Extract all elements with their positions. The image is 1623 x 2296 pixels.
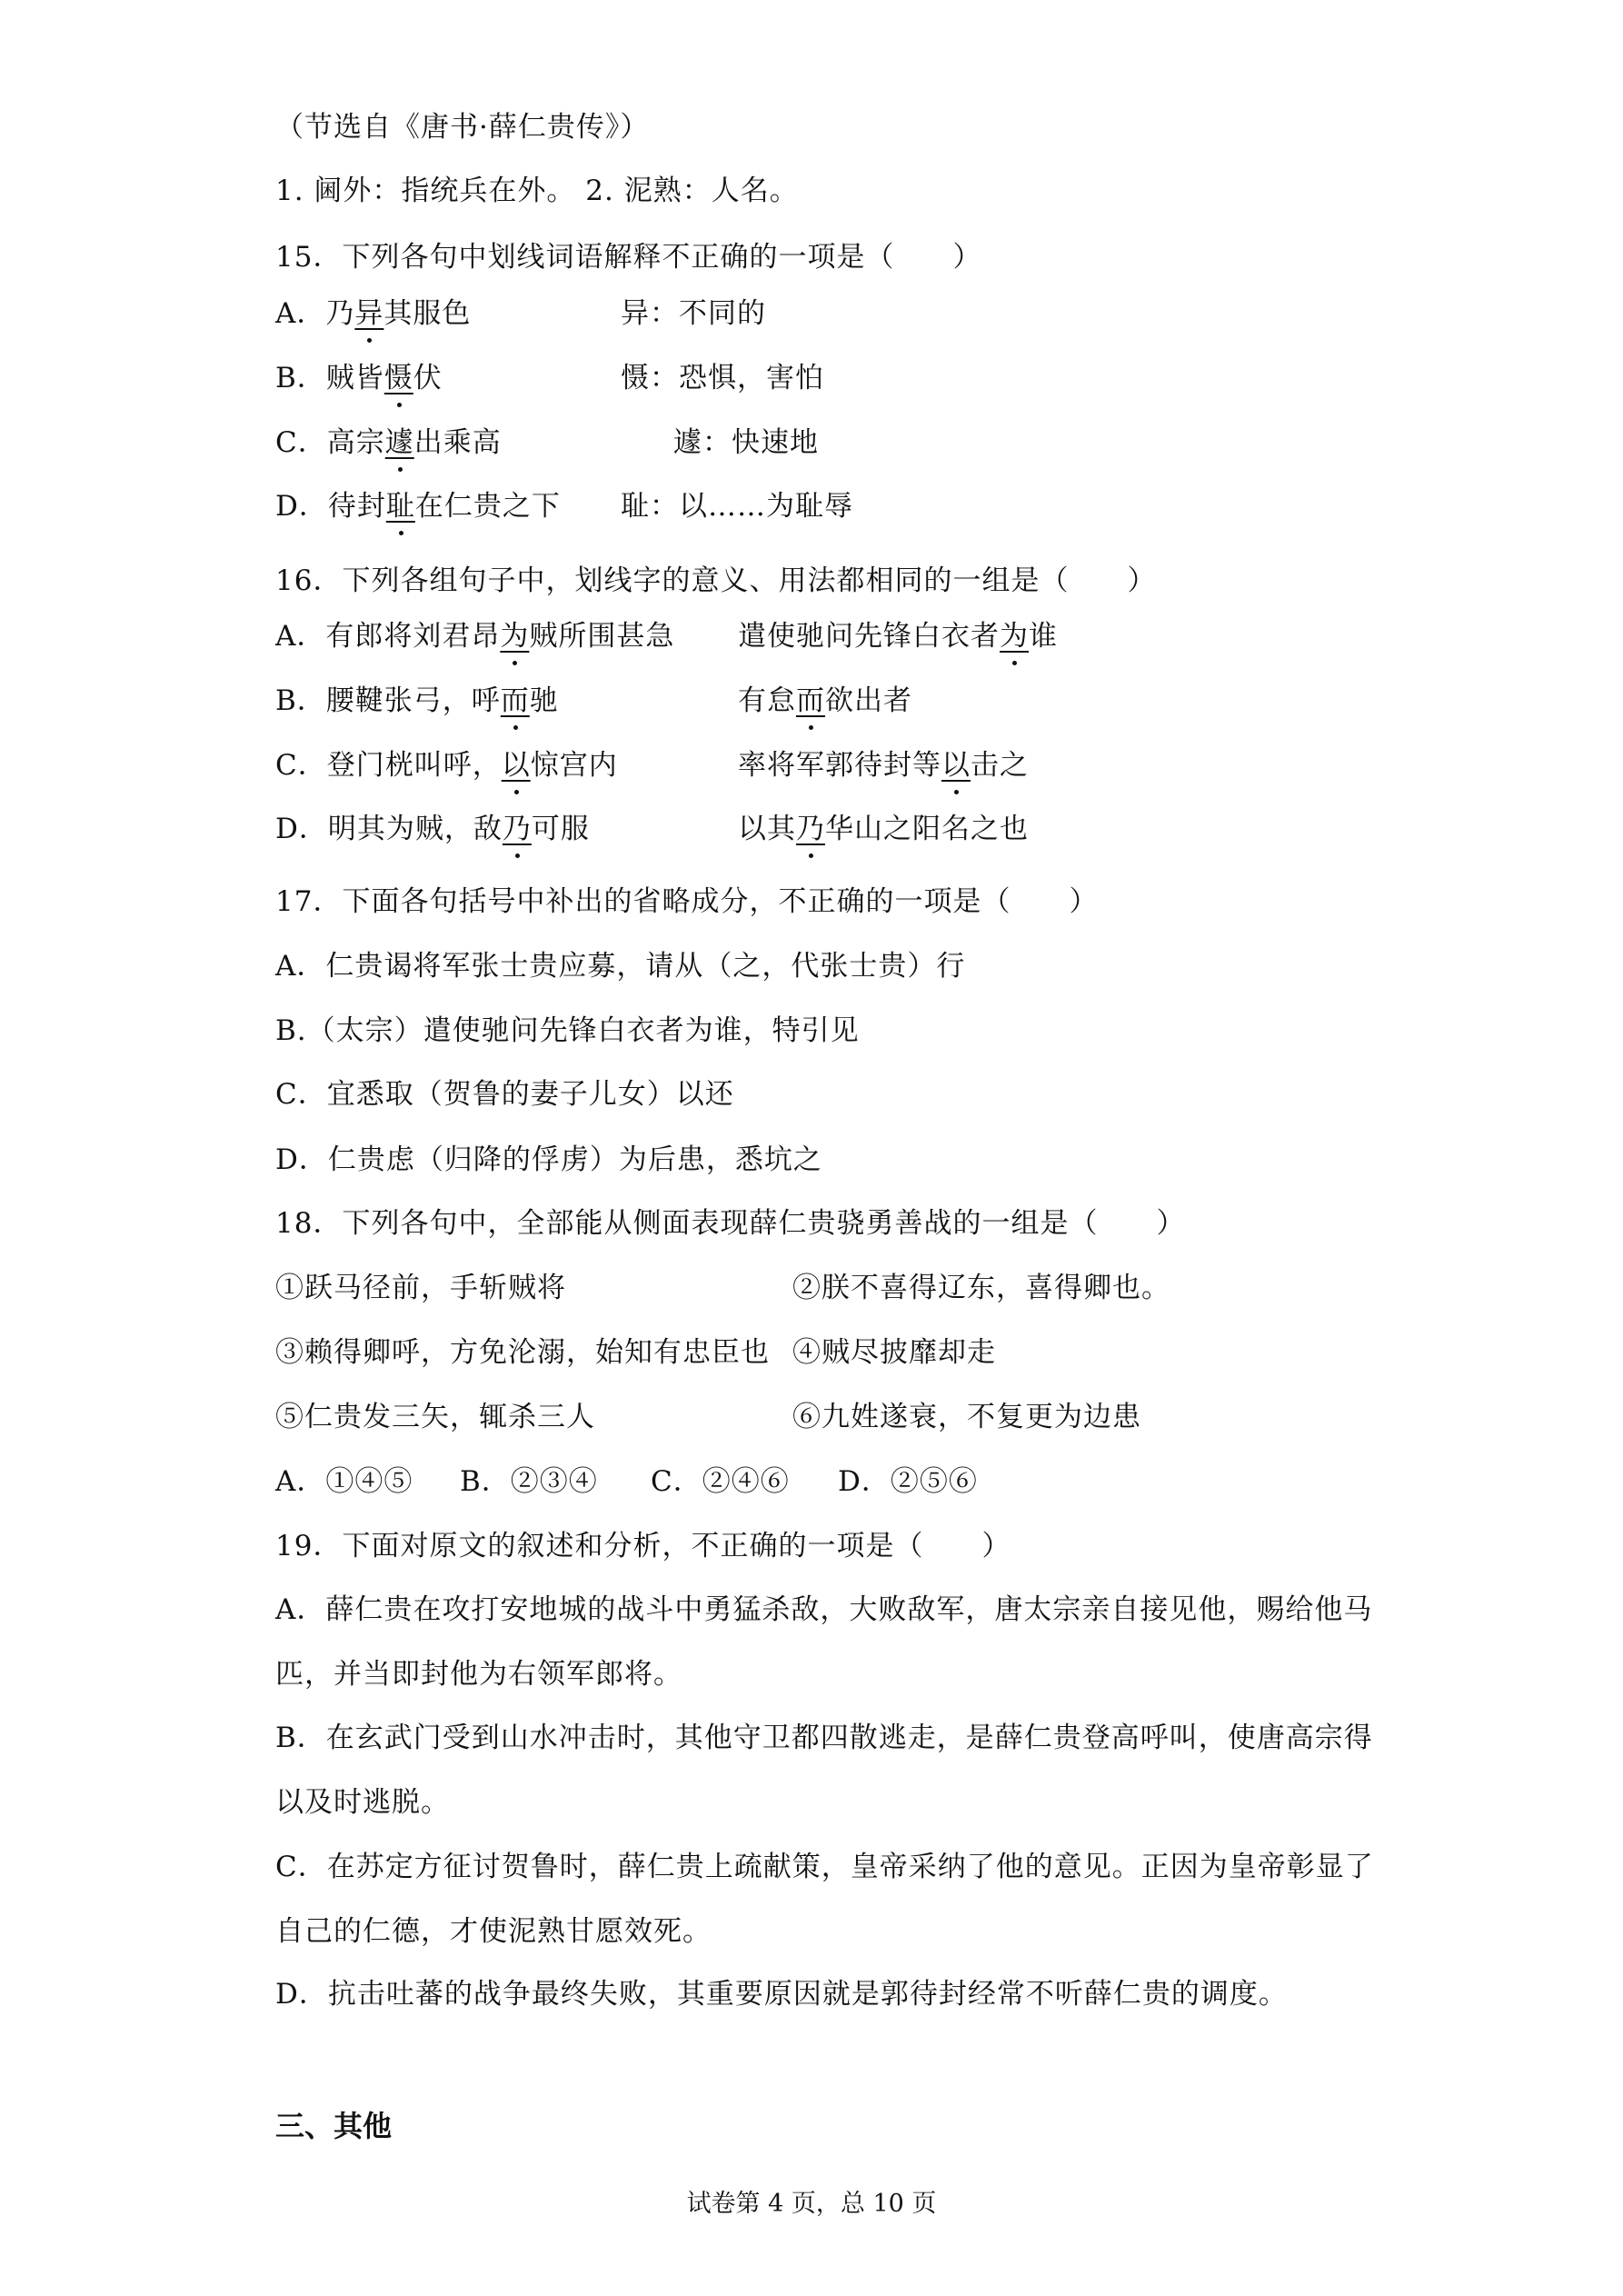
q15-a-gloss: 异：不同的 (621, 297, 766, 330)
q18-option-d: D．②⑤⑥ (838, 1465, 978, 1498)
q16-b-marked-char-2: 而 (796, 684, 825, 717)
q16-b-marked-char: 而 (500, 684, 530, 717)
q15-stem: 15．下列各句中划线词语解释不正确的一项是（ ） (275, 241, 982, 274)
q18-row-2 (275, 1334, 996, 1371)
q16-option-d: D．明其为贼，敌乃可服 以其乃华山之阳名之也 (275, 813, 1029, 845)
q19-option-b-line2: 以及时逃脱。 (275, 1786, 450, 1819)
q16-d-marked-char-2: 乃 (796, 813, 825, 845)
q17-option-b: B.（太宗）遣使驰问先锋白衣者为谁，特引见 (275, 1014, 860, 1047)
q19-option-c-line2: 自己的仁德，才使泥熟甘愿效死。 (275, 1915, 712, 1948)
q16-a-second: 遣使驰问先锋白衣者为谁 (738, 620, 1058, 653)
notes-line: 1. 阃外：指统兵在外。 2. 泥熟：人名。 (275, 175, 799, 207)
q18-item-2: ②朕不喜得辽东，喜得卿也。 (792, 1272, 1170, 1304)
q19-option-c-line1: C．在苏定方征讨贺鲁时，薛仁贵上疏献策，皇帝采纳了他的意见。正因为皇帝彰显了 (275, 1851, 1374, 1883)
q19-option-a-line1: A．薛仁贵在攻打安地城的战斗中勇猛杀敌，大败敌军，唐太宗亲自接见他，赐给他马 (275, 1593, 1373, 1626)
q15-d-gloss: 耻：以……为耻辱 (621, 490, 853, 523)
q16-c-marked-char: 以 (501, 749, 531, 782)
q17-option-c: C．宜悉取（贺鲁的妻子儿女）以还 (275, 1078, 734, 1111)
q17-stem: 17．下面各句括号中补出的省略成分，不正确的一项是（ ） (275, 885, 1099, 918)
q15-a-marked-char: 异 (354, 297, 384, 330)
q15-d-marked-char: 耻 (385, 490, 415, 523)
q15-option-d: D．待封耻在仁贵之下 耻：以……为耻辱 (275, 490, 853, 523)
q15-option-b: B．贼皆慑伏 慑：恐惧，害怕 (275, 362, 824, 394)
source-line: （节选自《唐书·薛仁贵传》） (275, 111, 650, 144)
q18-item-6: ⑥九姓遂衰，不复更为边患 (792, 1401, 1141, 1433)
q16-d-marked-char: 乃 (502, 813, 532, 845)
q16-stem: 16．下列各组句子中，划线字的意义、用法都相同的一组是（ ） (275, 564, 1157, 597)
q15-option-c: C．高宗遽出乘高 遽：快速地 (275, 426, 819, 459)
q18-option-b: B．②③④ (460, 1465, 598, 1498)
q18-item-4: ④贼尽披靡却走 (792, 1336, 996, 1369)
section-heading: 三、其他 (275, 2109, 393, 2143)
q16-d-second: 以其乃华山之阳名之也 (738, 813, 1029, 845)
q16-option-c: C．登门桄叫呼，以惊宫内 率将军郭待封等以击之 (275, 749, 1029, 782)
q18-stem: 18．下列各句中，全部能从侧面表现薛仁贵骁勇善战的一组是（ ） (275, 1207, 1186, 1240)
q15-option-a: A．乃异其服色 异：不同的 (275, 297, 766, 330)
q16-option-b: B．腰鞬张弓，呼而驰 有怠而欲出者 (275, 684, 912, 717)
q15-b-marked-char: 慑 (383, 362, 413, 394)
q18-row-1 (275, 1270, 1170, 1306)
q15-c-marked-char: 遽 (384, 426, 414, 459)
q19-option-b-line1: B．在玄武门受到山水冲击时，其他守卫都四散逃走，是薛仁贵登高呼叫，使唐高宗得 (275, 1722, 1373, 1754)
q18-item-5: ⑤仁贵发三矢，辄杀三人 (275, 1401, 595, 1433)
q18-item-3: ③赖得卿呼，方免沦溺，始知有忠臣也 (275, 1336, 770, 1369)
q15-b-gloss: 慑：恐惧，害怕 (621, 362, 824, 394)
q15-c-gloss: 遽：快速地 (673, 426, 819, 459)
q19-stem: 19．下面对原文的叙述和分析，不正确的一项是（ ） (275, 1530, 1011, 1562)
q18-option-a: A．①④⑤ (275, 1465, 413, 1498)
page-footer: 试卷第 4 页，总 10 页 (686, 2190, 937, 2218)
q16-b-second: 有怠而欲出者 (738, 684, 912, 717)
q18-row-3 (275, 1399, 1141, 1435)
q16-c-second: 率将军郭待封等以击之 (738, 749, 1029, 782)
q17-option-d: D．仁贵虑（归降的俘虏）为后患，悉坑之 (275, 1143, 822, 1176)
q18-option-c: C．②④⑥ (651, 1465, 790, 1498)
q17-option-a: A．仁贵谒将军张士贵应募，请从（之，代张士贵）行 (275, 950, 966, 983)
q19-option-a-line2: 匹，并当即封他为右领军郎将。 (275, 1658, 682, 1691)
q19-option-d: D．抗击吐蕃的战争最终失败，其重要原因就是郭待封经常不听薛仁贵的调度。 (275, 1978, 1288, 2011)
q18-options (275, 1463, 978, 1500)
q18-item-1: ①跃马径前，手斩贼将 (275, 1272, 566, 1304)
q16-option-a: A．有郎将刘君昂为贼所围甚急 遣使驰问先锋白衣者为谁 (275, 620, 1058, 653)
q16-a-marked-char-2: 为 (1000, 620, 1029, 653)
q16-a-marked-char: 为 (500, 620, 530, 653)
q16-c-marked-char-2: 以 (941, 749, 971, 782)
